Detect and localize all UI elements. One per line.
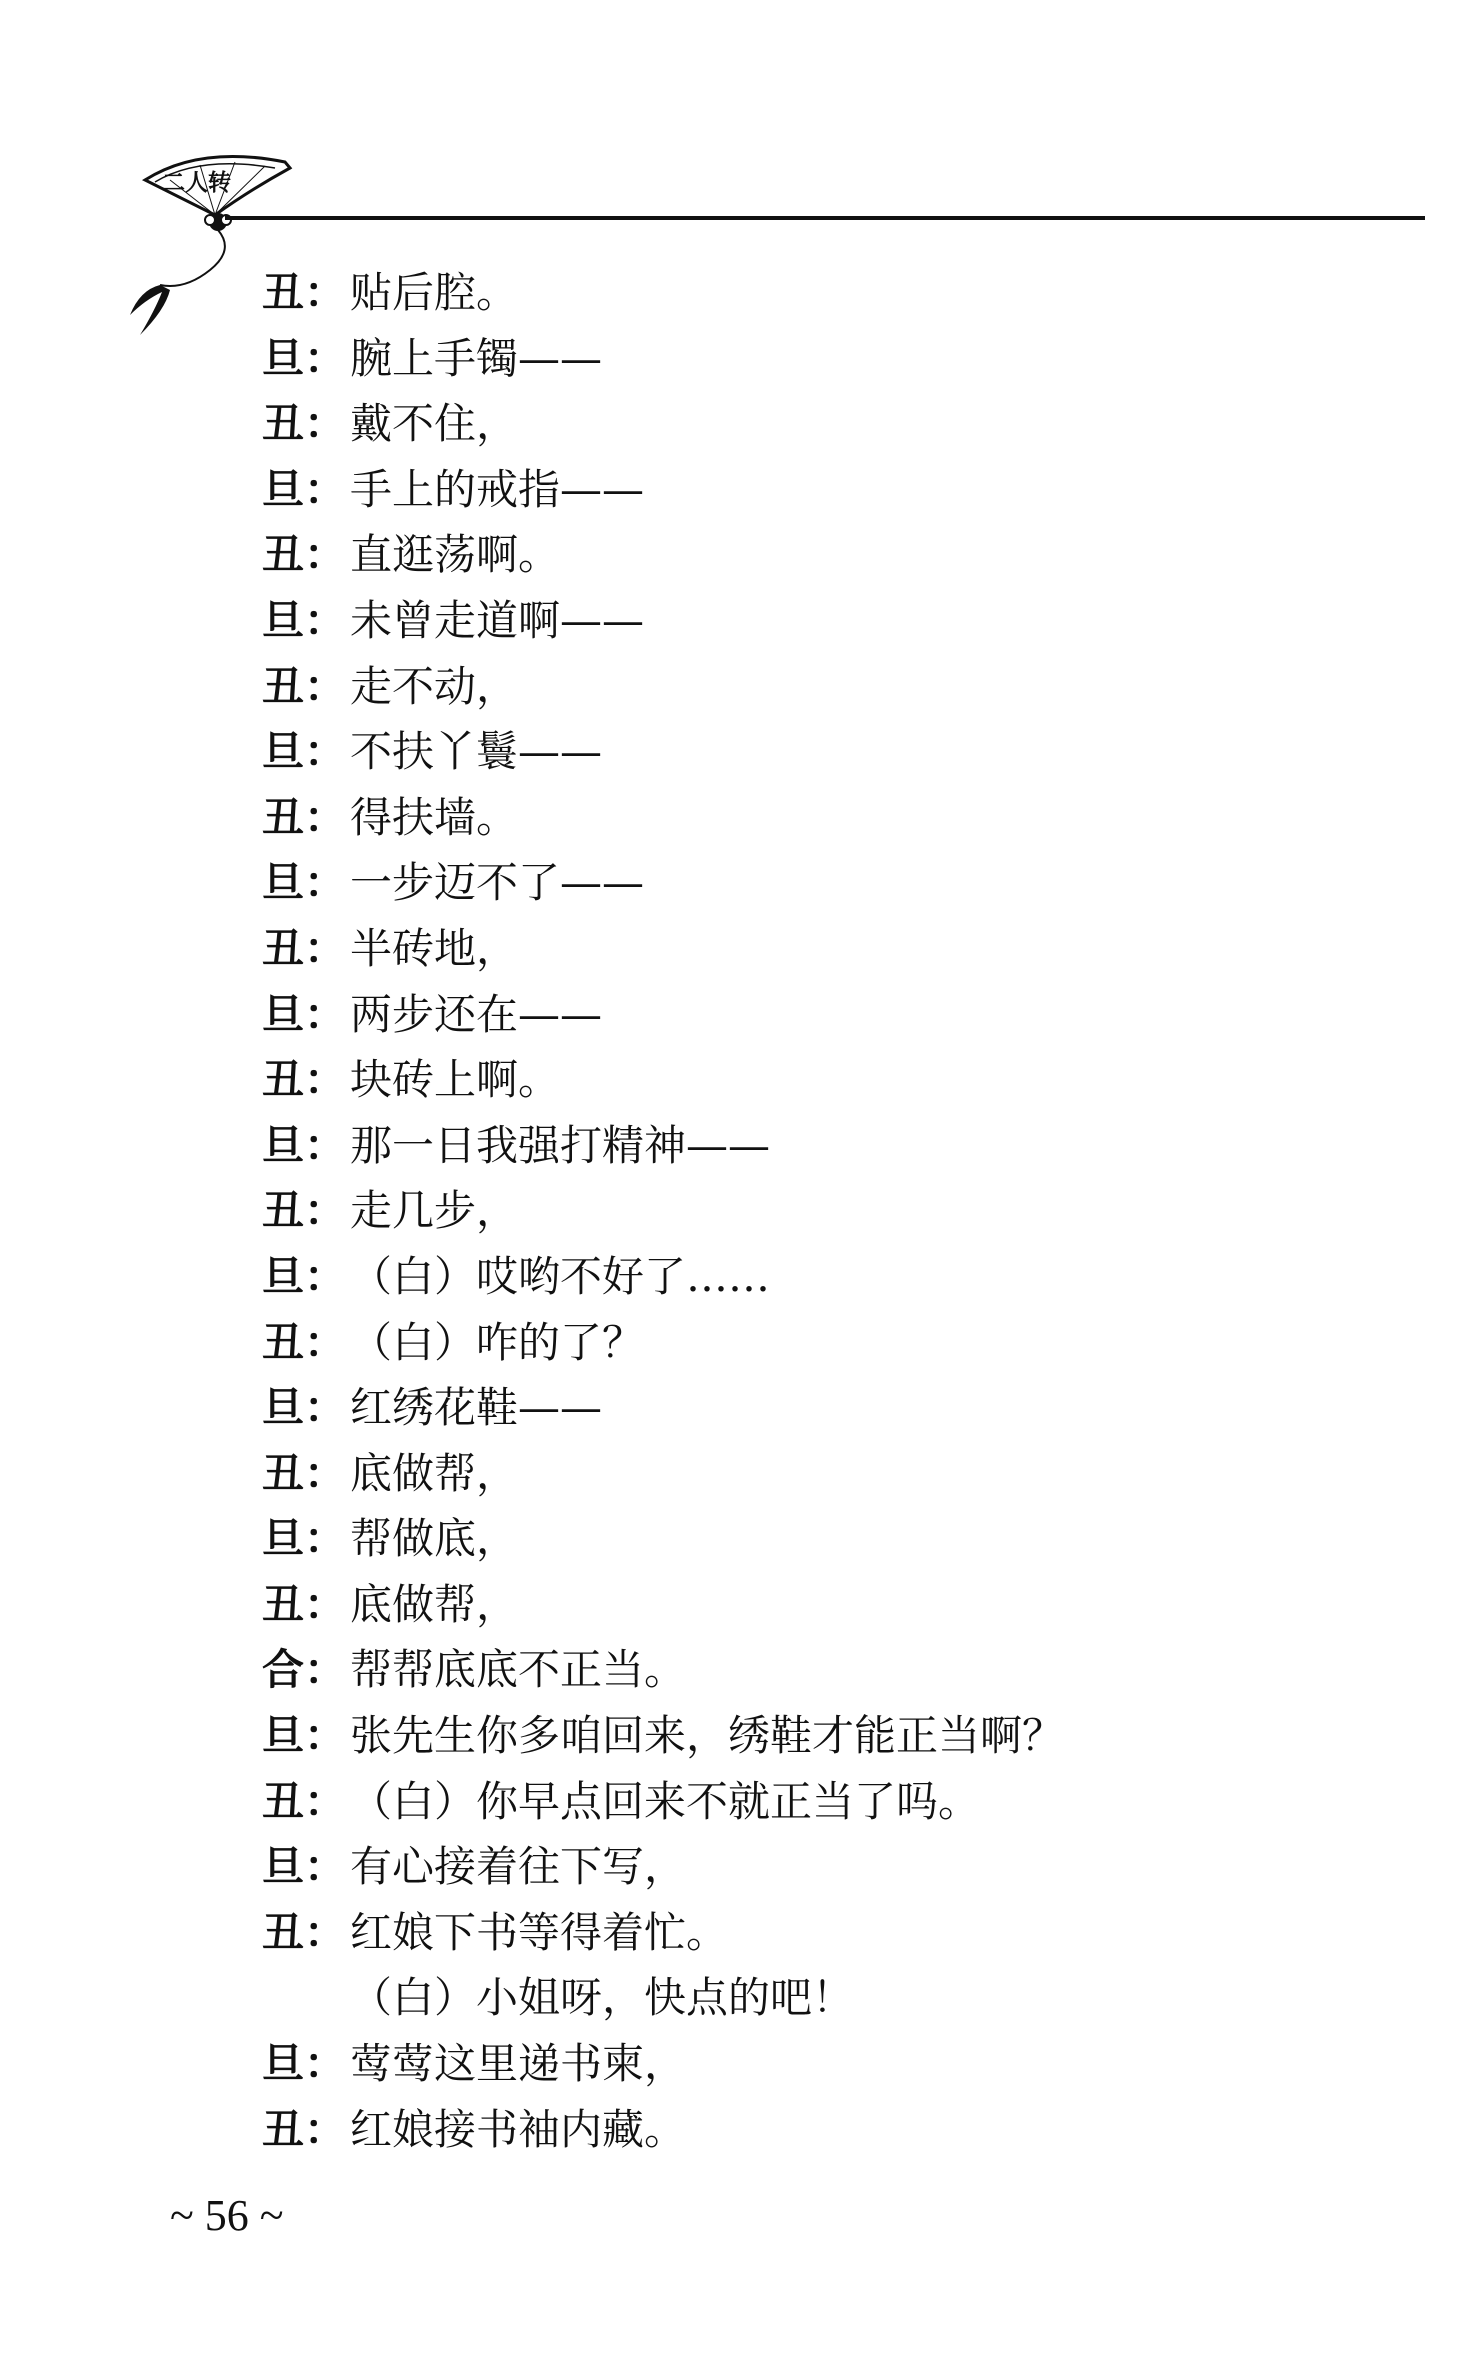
speaker-label: 旦： bbox=[262, 1514, 347, 1564]
dialogue-line bbox=[262, 916, 1362, 982]
header-rule bbox=[225, 216, 1425, 220]
line-text: 两步还在—— bbox=[350, 989, 603, 1039]
line-text: 红娘接书袖内藏。 bbox=[350, 2104, 687, 2154]
line-text: 帮帮底底不正当。 bbox=[350, 1645, 687, 1695]
dialogue-line bbox=[262, 391, 1362, 457]
dialogue-line bbox=[262, 260, 1362, 326]
dialogue-line bbox=[262, 1047, 1362, 1113]
line-text: 莺莺这里递书柬， bbox=[350, 2039, 687, 2089]
dialogue-line bbox=[262, 1310, 1362, 1376]
line-text: 底做帮， bbox=[350, 1579, 519, 1629]
line-text: 得扶墙。 bbox=[350, 792, 519, 842]
dialogue-line bbox=[262, 1375, 1362, 1441]
line-text: 帮做底， bbox=[350, 1514, 519, 1564]
dialogue-line bbox=[262, 1769, 1362, 1835]
dialogue-line bbox=[262, 2097, 1362, 2163]
dialogue-line bbox=[262, 1506, 1362, 1572]
line-text: 手上的戒指—— bbox=[350, 464, 645, 514]
dialogue-line bbox=[262, 654, 1362, 720]
line-text: 有心接着往下写， bbox=[350, 1842, 687, 1892]
dialogue-line bbox=[262, 1900, 1362, 1966]
speaker-label: 丑： bbox=[262, 268, 347, 317]
line-text: 走几步， bbox=[350, 1186, 519, 1236]
speaker-label: 丑： bbox=[262, 792, 347, 842]
speaker-label: 旦： bbox=[262, 1251, 347, 1301]
dialogue-line bbox=[262, 2031, 1362, 2097]
line-text: 不扶丫鬟—— bbox=[350, 727, 603, 777]
speaker-label: 旦： bbox=[262, 989, 347, 1039]
line-text: 未曾走道啊—— bbox=[350, 595, 645, 645]
dialogue-line bbox=[262, 1965, 1362, 2031]
dialogue-line bbox=[262, 1572, 1362, 1638]
speaker-label: 丑： bbox=[262, 1907, 347, 1957]
dialogue-line bbox=[262, 1244, 1362, 1310]
line-text: 直逛荡啊。 bbox=[350, 530, 561, 580]
speaker-label: 丑： bbox=[262, 399, 347, 449]
speaker-label: 丑： bbox=[262, 1055, 347, 1105]
speaker-label: 旦： bbox=[262, 1842, 347, 1892]
speaker-label: 旦： bbox=[262, 727, 347, 777]
speaker-label: 丑： bbox=[262, 1776, 347, 1826]
line-text: 半砖地， bbox=[350, 923, 519, 973]
line-text: （白）小姐呀，快点的吧！ bbox=[350, 1973, 855, 2023]
speaker-label: 丑： bbox=[262, 1448, 347, 1498]
dialogue-line bbox=[262, 1178, 1362, 1244]
speaker-label: 旦： bbox=[262, 464, 347, 514]
dialogue-line bbox=[262, 1113, 1362, 1179]
speaker-label: 丑： bbox=[262, 1186, 347, 1236]
emblem-title: 二人转 bbox=[162, 169, 231, 196]
dialogue-line bbox=[262, 326, 1362, 392]
line-text: （白）咋的了？ bbox=[350, 1317, 645, 1367]
page-number: ~ 56 ~ bbox=[170, 2191, 284, 2240]
dialogue-line bbox=[262, 1703, 1362, 1769]
speaker-label: 旦： bbox=[262, 1120, 347, 1170]
dialogue-line bbox=[262, 719, 1362, 785]
line-text: 戴不住， bbox=[350, 399, 519, 449]
dialogue-line bbox=[262, 982, 1362, 1048]
speaker-label: 丑： bbox=[262, 1579, 347, 1629]
line-text: 块砖上啊。 bbox=[350, 1055, 561, 1105]
dialogue-line bbox=[262, 1834, 1362, 1900]
speaker-label: 旦： bbox=[262, 333, 347, 383]
dialogue-line bbox=[262, 1637, 1362, 1703]
dialogue-line bbox=[262, 850, 1362, 916]
speaker-label: 丑： bbox=[262, 1317, 347, 1367]
line-text: （白）你早点回来不就正当了吗。 bbox=[350, 1776, 981, 1826]
speaker-label: 旦： bbox=[262, 1711, 347, 1761]
speaker-label: 旦： bbox=[262, 595, 347, 645]
line-text: 红娘下书等得着忙。 bbox=[350, 1907, 729, 1957]
dialogue-line bbox=[262, 457, 1362, 523]
line-text: 走不动， bbox=[350, 661, 519, 711]
dialogue-line bbox=[262, 785, 1362, 851]
speaker-label: 丑： bbox=[262, 2104, 347, 2154]
line-text: 底做帮， bbox=[350, 1448, 519, 1498]
speaker-label: 丑： bbox=[262, 530, 347, 580]
dialogue-script bbox=[262, 260, 1362, 2162]
speaker-label: 丑： bbox=[262, 661, 347, 711]
line-text: 贴后腔。 bbox=[350, 268, 519, 317]
line-text: 腕上手镯—— bbox=[350, 333, 603, 383]
line-text: 红绣花鞋—— bbox=[350, 1383, 603, 1433]
speaker-label: 旦： bbox=[262, 1383, 347, 1433]
speaker-label: 合： bbox=[262, 1645, 347, 1695]
dialogue-line bbox=[262, 1441, 1362, 1507]
line-text: 张先生你多咱回来，绣鞋才能正当啊？ bbox=[350, 1711, 1065, 1761]
speaker-label: 旦： bbox=[262, 2039, 347, 2089]
dialogue-line bbox=[262, 588, 1362, 654]
speaker-label: 丑： bbox=[262, 923, 347, 973]
dialogue-line bbox=[262, 522, 1362, 588]
speaker-label: 旦： bbox=[262, 858, 347, 908]
line-text: 那一日我强打精神—— bbox=[350, 1120, 771, 1170]
line-text: （白）哎哟不好了…… bbox=[350, 1251, 771, 1301]
line-text: 一步迈不了—— bbox=[350, 858, 645, 908]
